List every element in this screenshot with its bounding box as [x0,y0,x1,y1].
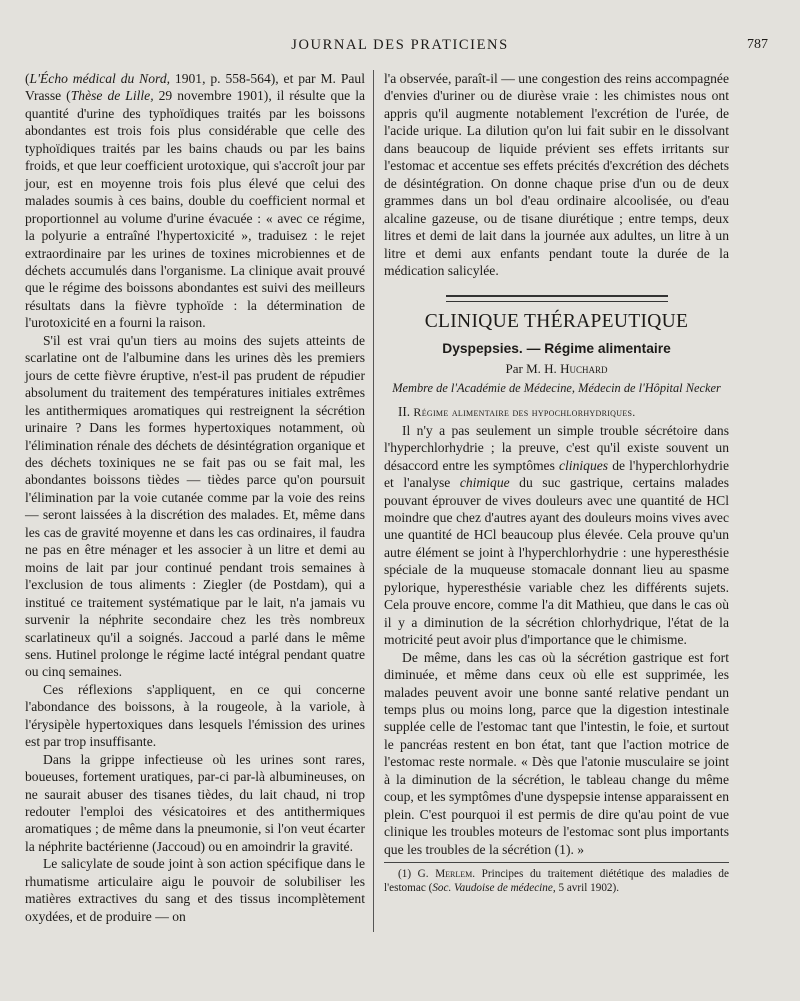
byline: Par M. H. Huchard [505,361,608,377]
footnote-rule [384,862,729,863]
footnote: (1) G. Merlem. Principes du traitement diététique des maladies de l'estomac (Soc. Vaudoise de médecine, 5 avril 1902). [384,868,729,895]
paragraph: Dans la grippe infectieuse où les urines sont rares, boueuses, fortement uratiques, par-ci par-là albumineuses, on ne saurait abuser des tisanes tièdes, du lait chaud, ni trop redouter l'emploi des vésicatoires et des antithermiques aromatiques ; de même dans la pneumonie, si l'on veut écarter la néphrite bactérienne (Jaccoud) ou en amoindrir la gravité. [25,751,365,854]
paragraph: De même, dans les cas où la sécrétion gastrique est fort diminuée, et même dans ceux où elle est supprimée, les malades peuvent avoir une bonne santé relative pendant un temps plus ou moins long, parce que la digestion intestinale supplée celle de l'estomac tant que l'intestin, le foie, et surtout le pancréas restent en bon état, tant que l'action motrice de l'estomac reste normale. « Dès que l'atonie musculaire se joint à la diminution de la sécrétion, le tableau change du même coup, et les symptômes d'une dyspepsie intense apparaissent en plein. C'est pourquoi il est permis de dire qu'au point de vue clinique les troubles moteurs de l'estomac sont plus importants que les troubles de la sécrétion (1). » [384,649,729,857]
column-divider [373,70,374,932]
author-name: Huchard [560,361,608,377]
footnote-author: Merlem. [435,868,476,881]
right-column [384,70,729,895]
paragraph: Ces réflexions s'appliquent, en ce qui concerne l'abondance des boissons, à la rougeole, à la variole, à l'érysipèle hypertoxiques dans lesquels l'émission des urines est par trop insuffisante. [25,681,365,750]
page-header [0,34,800,58]
paragraph: l'a observée, paraît-il — une congestion des reins accompagnée d'envies d'uriner ou de diurèse vraie : les chimistes nous ont appris qu'il augmente notablement l'excrétion de l'urée, de l'acide urique. La dilution qu'on lui fait subir en le dissolvant dans beaucoup de liquide prévient ses effets irritants sur l'estomac et accentue ses effets précités d'excrétion des déchets de désintégration. On donne chaque prise d'un ou de deux grammes dans un bol d'eau ordinaire alcoolisée, ou d'eau alcaline gazeuse, ou de tisane diurétique ; entre temps, deux litres et demi de lait dans la journée aux adultes, un litre à un litre et demi aux enfants pendant toute la durée de la médication salicylée. [384,71,729,278]
section-title: CLINIQUE THÉRAPEUTIQUE [424,311,689,333]
article-title: Dyspepsies. — Régime alimentaire [442,340,671,356]
author-affiliation: Membre de l'Académie de Médecine, Médecin de l'Hôpital Necker [392,380,721,395]
running-title: JOURNAL DES PRATICIENS [291,37,509,53]
page-number: 787 [747,37,768,52]
paragraph: Le salicylate de soude joint à son action spécifique dans le rhumatisme articulaire aigu le pouvoir de solubiliser les matières extractives du sang et des tissus incomplètement oxydées, et de produire — on [25,856,365,924]
paragraph: Il n'y a pas seulement un simple trouble sécrétoire dans l'hyperchlorhydrie ; la preuve, c'est qu'il existe souvent un désaccord entre les symptômes cliniques de l'hyperchlorhydrie et l'analyse chimique du suc gastrique, certains malades pouvant éprouver de vives douleurs avec une quantité de HCl moindre que chez d'autres ayant des douleurs moins vives avec une quantité de HCl beaucoup plus élevée. Cela prouve qu'un autre élément se joint à l'hyperchlorhydrie : une hyperesthésie spéciale de la muqueuse stomacale donnant lieu au spasme pylorique, hyperesthésie variable chez les différents sujets. Cela prouve encore, comme l'a dit Mathieu, que dans le cas où il y a diminution de la sécrétion chlorhydrique, l'état de la motricité peut avoir plus d'importance que le chimisme. [384,422,729,648]
citation-thesis: Thèse de Lille, [70,88,154,104]
subsection-heading: II. Régime alimentaire des hypochlorhydriques. [398,404,636,420]
paragraph: (L'Écho médical du Nord, 1901, p. 558-564), et par M. Paul Vrasse (Thèse de Lille, 29 novembre 1901), il résulte que la quantité d'urine des typhoïdiques traités par les boissons abondantes est trois fois plus considérable que celle des typhoïdiques traités par les bains chauds ou par les bains froids, et que leur coefficient urotoxique, qui s'accroît jour par jour, est en moyenne trois fois plus élevé que celui des malades soumis à ces bains, double du coefficient normal et proportionnel au volume d'urine évacuée : « avec ce régime, la polyurie a entraîné l'hypertoxicité », traduisez : le rejet extraordinaire par les urines de toxines microbiennes et de déchets accumulés dans l'organisme. La clinique avait prouvé que le régime des boissons abondantes est suivi des meilleurs résultats dans la fièvre typhoïde : la détermination de l'urotoxicité en a fourni la raison. [25,71,365,331]
citation-journal: L'Écho médical du Nord, [29,71,171,86]
section-divider [446,295,668,302]
paragraph: S'il est vrai qu'un tiers au moins des sujets atteints de scarlatine ont de l'albumine dans les urines dès les premiers jours de cette fièvre éruptive, n'est-il pas prudent de répudier absolument du traitement des températures initiales extrêmes les antithermiques aromatiques qui restreignent la sécrétion urinaire ? Dans les formes hypertoxiques notamment, où l'élimination rénale des déchets de désintégration organique et des déchets toxiniques ne se fait pas ou se fait mal, les abondantes boissons tièdes — tièdes parce qu'on poursuit l'élimination par la voie cutanée comme par la voie des reins — seront laissées à la discrétion des malades. Et, même dans les cas de gravité moyenne et dans les cas ordinaires, il faudra ne pas en être ménager et les associer à un litre et demi au moins de lait par jour continué pendant trois semaines à l'exclusion de tous aliments : Ziegler (de Postdam), qui a institué ce traitement systématique par le lait, n'a jamais vu survenir la néphrite secondaire chez les très nombreux scarlatineux qu'il a soignés. Jaccoud a parlé dans le même sens. Hutinel prolonge le régime lacté intégral pendant quatre ou cinq semaines. [25,332,365,680]
left-column [25,70,365,925]
